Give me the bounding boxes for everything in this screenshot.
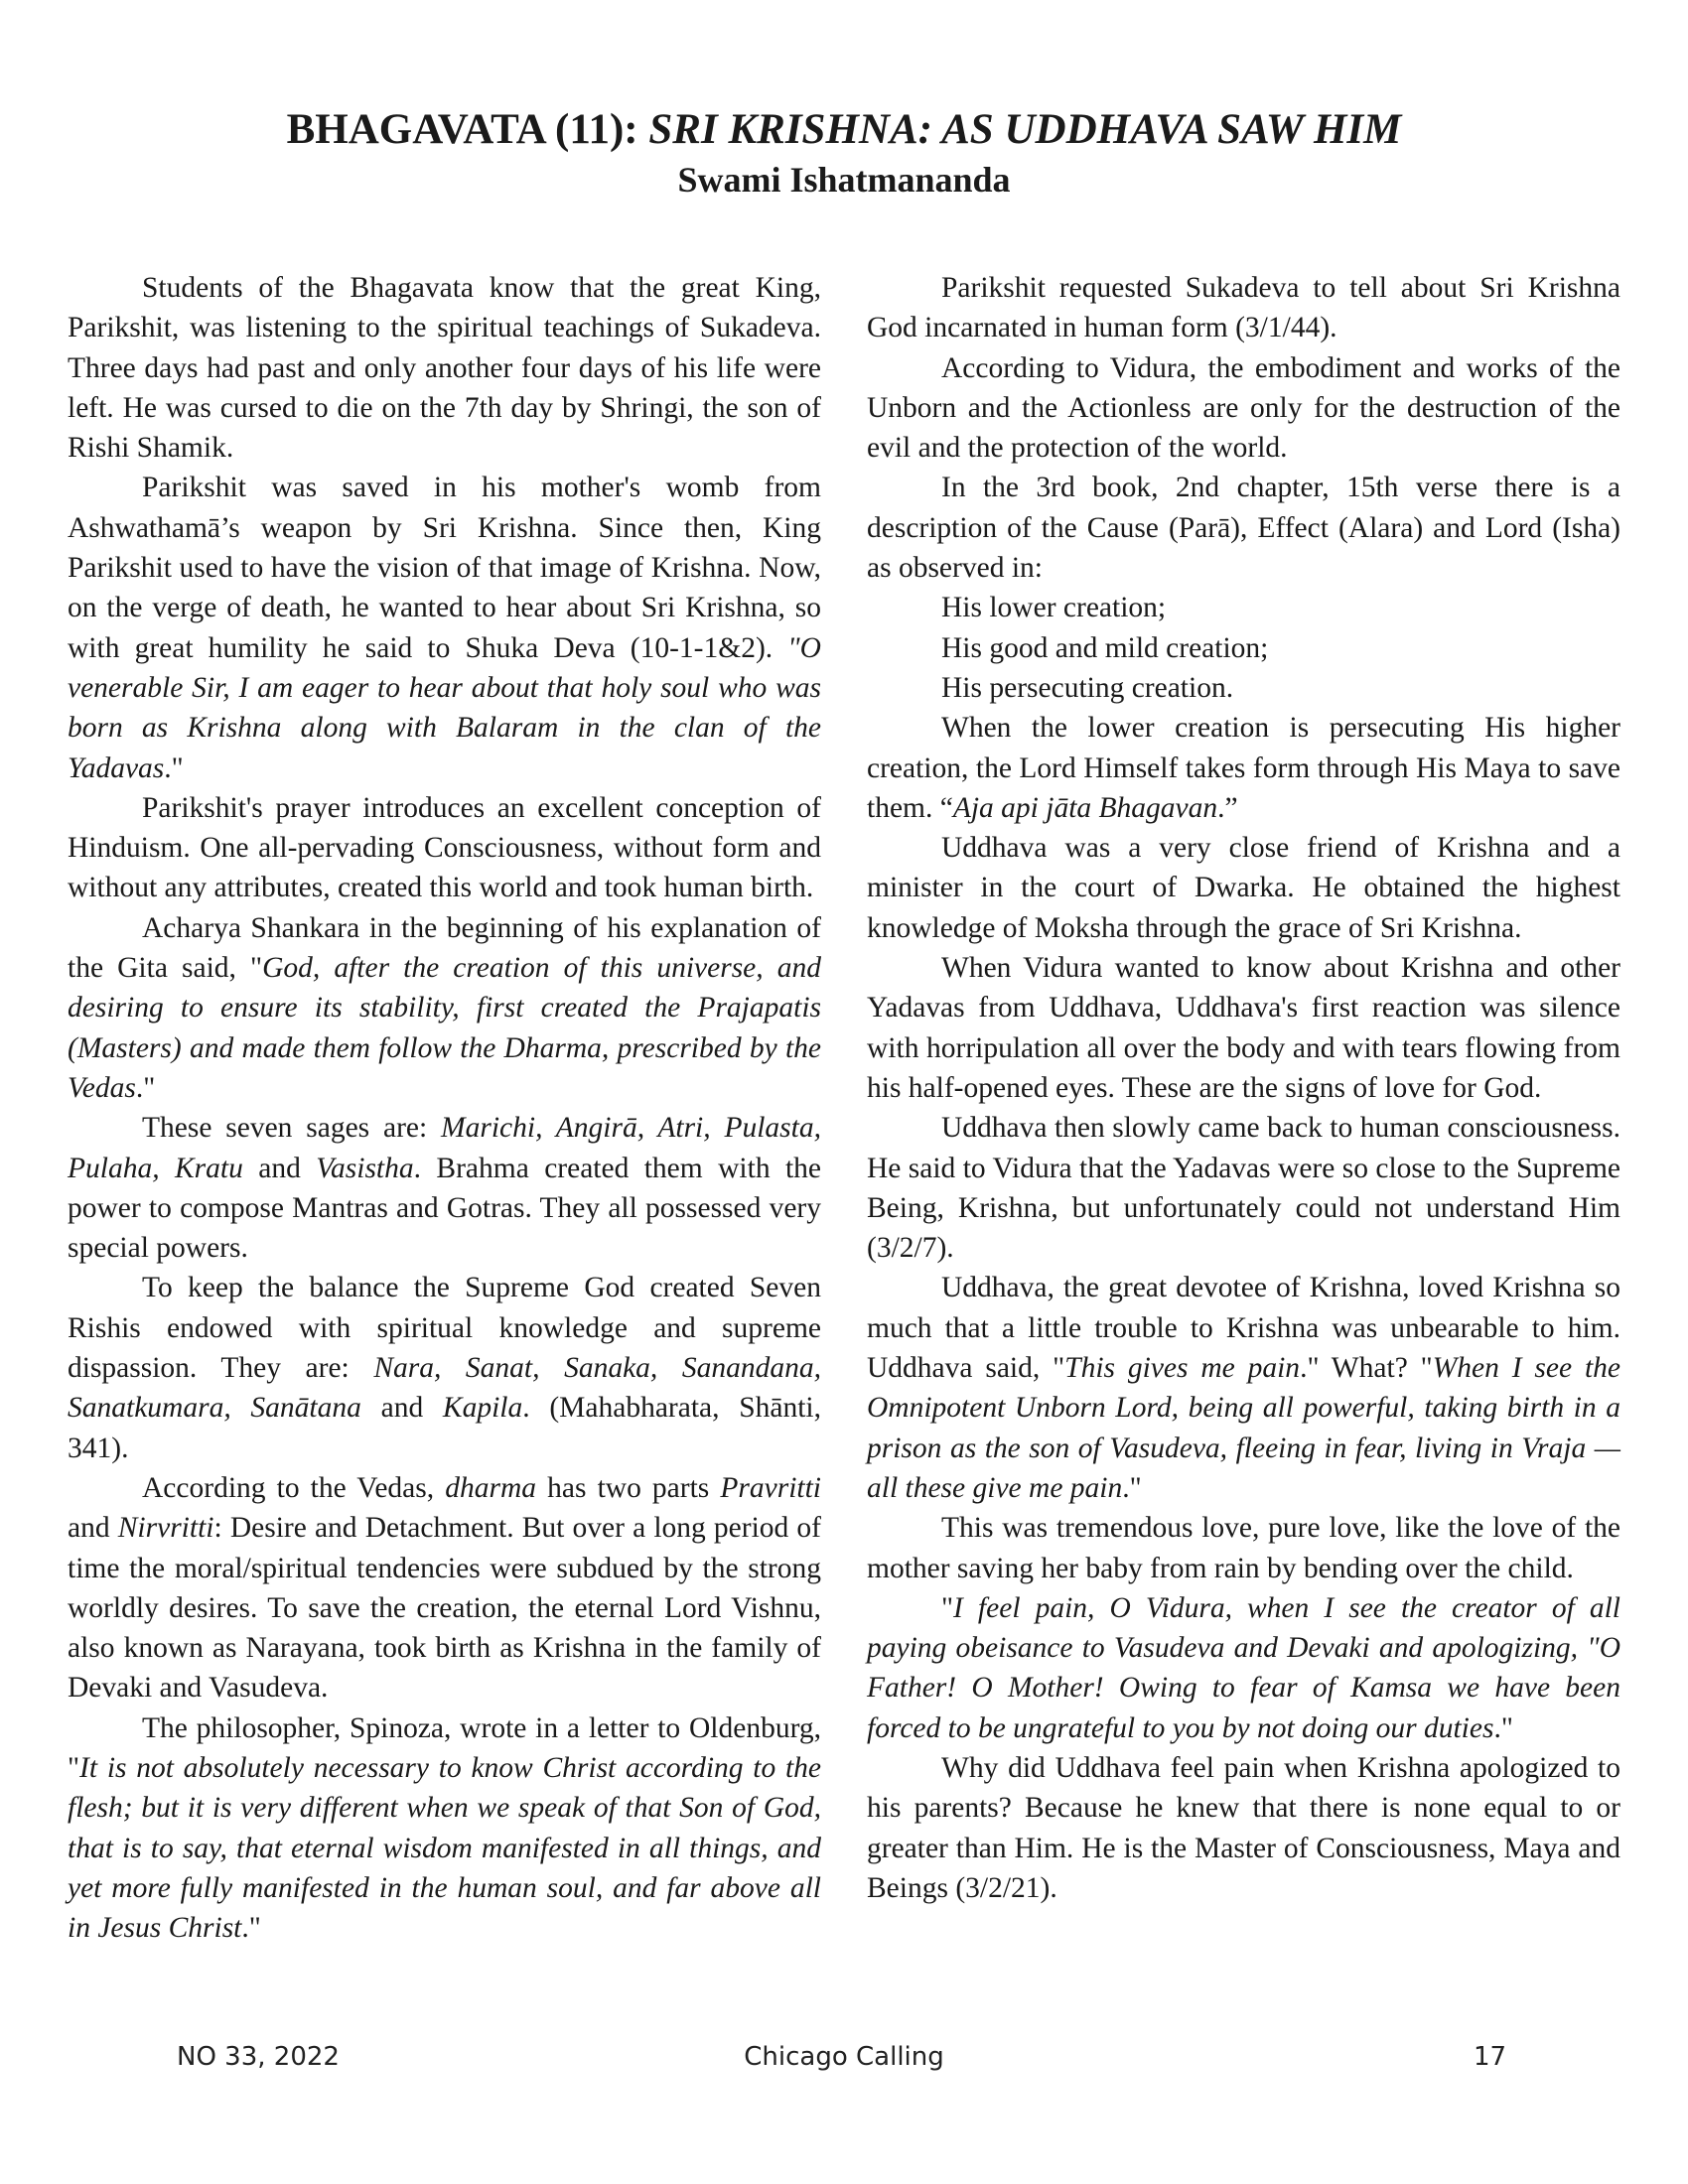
line-good-creation [867,628,1620,668]
body-text: Parikshit's prayer introduces an excellent conception of Hinduism. One all-pervading Consciousness, without form and without any attributes, created this world and took human birth. [68,791,821,904]
italic-text: When I see the Omnipotent Unborn Lord, being all powerful, taking birth in a prison as the son of Vasudeva, fleeing in fear, living in Vraja — all these give me pain [867,1352,1620,1504]
title-subject: SRI KRISHNA: AS UDDHAVA SAW HIM [648,106,1402,153]
paragraph-seven-rishis [68,1268,821,1467]
body-text: This was tremendous love, pure love, like the love of the mother saving her baby from rain by bending over the child. [867,1512,1620,1584]
paragraph-tremendous-love [867,1508,1620,1588]
body-text: ." [1493,1711,1513,1744]
paragraph-vidura-wanted [867,948,1620,1108]
body-text: . (Mahabharata, Shānti, 341). [68,1392,822,1464]
body-text: Uddhava was a very close friend of Krishna and a minister in the court of Dwarka. He obtained the highest knowledge of Moksha through the grace of Sri Krishna. [867,832,1620,944]
body-text: and [242,1152,317,1184]
italic-text: Aja api jāta Bhagavan [952,791,1218,824]
page-footer [0,2042,1688,2082]
body-text: has two parts [536,1471,721,1504]
paragraph-parikshit-listening [68,268,821,468]
body-text: In the 3rd book, 2nd chapter, 15th verse there is a description of the Cause (Parā), Effect (Alara) and Lord (Isha) as observed in: [867,472,1620,585]
paragraph-lower-persecuting [867,708,1620,828]
body-text: His lower creation; [941,592,1167,624]
body-text: Students of the Bhagavata know that the great King, Parikshit, was listening to the spiritual teachings of Sukadeva. Three days had past and only another four days of his life were left. He was cursed to die on the 7th day by Shringi, the son of Rishi Shamik. [68,272,821,465]
body-text: When Vidura wanted to know about Krishna and other Yadavas from Uddhava, Uddhava's first reaction was silence with horripulation all over the body and with tears flowing from his half-opened eyes. These are the signs of love for God. [867,952,1620,1104]
paragraph-third-book [867,468,1620,588]
paragraph-i-feel-pain [867,1588,1620,1748]
paragraph-uddhava-friend [867,828,1620,948]
footer-publication: Chicago Calling [744,2042,944,2072]
right-column [867,268,1620,1908]
article-header [0,103,1688,203]
body-text: Uddhava, the great devotee of Krishna, loved Krishna so much that a little trouble to Krishna was unbearable to him. Uddhava said, " [867,1272,1620,1385]
title-series: BHAGAVATA (11) [286,106,625,153]
italic-text: Nara, Sanat, Sanaka, Sanandana, Sanatkumara, Sanātana [68,1352,822,1425]
paragraph-parikshits-prayer [68,788,821,908]
italic-text: Nirvritti [117,1512,214,1545]
body-text: and [68,1512,118,1545]
body-text: To keep the balance the Supreme God created Seven Rishis endowed with spiritual knowledge and supreme dispassion. They are: [68,1272,821,1385]
body-text: Uddhava then slowly came back to human consciousness. He said to Vidura that the Yadavas were so close to the Supreme Being, Krishna, but unfortunately could not understand Him (3/2/7). [867,1112,1620,1265]
italic-text: Pravritti [720,1471,821,1504]
body-text: : Desire and Detachment. But over a long period of time the moral/spiritual tendencies were subdued by the strong worldly desires. To save the creation, the eternal Lord Vishnu, also known as Narayana, took birth as Krishna in the family of Devaki and Vasudeva. [68,1512,821,1705]
body-text: When the lower creation is persecuting His higher creation, the Lord Himself takes form through His Maya to save them. “ [867,712,1620,824]
body-text: ." [135,1071,156,1104]
paragraph-uddhava-came-back [867,1108,1620,1268]
line-persecuting-creation [867,668,1620,708]
footer-page-number: 17 [1474,2042,1507,2072]
paragraph-dharma-two-parts [68,1468,821,1708]
italic-text: dharma [445,1471,537,1504]
italic-text: I feel pain, O Vidura, when I see the creator of all paying obeisance to Vasudeva and Devaki and apologizing, "O Father! O Mother! Owing to fear of Kamsa we have been forced to be ungrateful to you by not doing our duties [867,1591,1620,1744]
italic-text: God, after the creation of this universe, and desiring to ensure its stability, first created the Prajapatis (Masters) and made them follow the Dharma, prescribed by the Vedas [68,952,821,1104]
paragraph-parikshit-requested [867,268,1620,348]
body-text: According to the Vedas, [142,1471,446,1504]
paragraph-great-devotee [867,1268,1620,1508]
body-text: These seven sages are: [142,1112,442,1145]
paragraph-according-to-vidura [867,348,1620,469]
italic-text: This gives me pain [1064,1352,1301,1385]
body-text: ." [241,1912,261,1945]
paragraph-saved-in-womb [68,468,821,787]
paragraph-acharya-shankara [68,908,821,1108]
body-text: Why did Uddhava feel pain when Krishna apologized to his parents? Because he knew that there is none equal to or greater than Him. He is the Master of Consciousness, Maya and Beings (3/2/21). [867,1751,1620,1904]
line-lower-creation [867,588,1620,627]
body-text: . Brahma created them with the power to compose Mantras and Gotras. They all possessed very special powers. [68,1152,822,1265]
body-text: Parikshit was saved in his mother's womb from Ashwathamā’s weapon by Sri Krishna. Since then, King Parikshit used to have the vision of that image of Krishna. Now, on the verge of death, he wanted to hear about Sri Krishna, so with great humility he said to Shuka Deva (10-1-1&2). [68,472,821,664]
italic-text: "O venerable Sir, I am eager to hear about that holy soul who was born as Krishna along with Balaram in the clan of the Yadavas [68,631,821,784]
paragraph-why-pain [867,1748,1620,1908]
italic-text: Vasistha [316,1152,414,1184]
body-text: Acharya Shankara in the beginning of his explanation of the Gita said, " [68,911,821,985]
body-text: ." What? " [1300,1352,1433,1385]
footer-issue: NO 33, 2022 [177,2042,340,2072]
body-text: .” [1217,791,1238,824]
body-text: His good and mild creation; [941,631,1269,664]
body-text: " [941,1591,954,1624]
paragraph-spinoza [68,1708,821,1949]
body-text: ." [1122,1471,1142,1504]
body-text: Parikshit requested Sukadeva to tell about Sri Krishna God incarnated in human form (3/1/44). [867,272,1620,344]
body-text: ." [164,751,184,784]
body-text: According to Vidura, the embodiment and works of the Unborn and the Actionless are only for the destruction of the evil and the protection of the world. [867,351,1620,465]
paragraph-seven-sages [68,1108,821,1268]
italic-text: Kapila [442,1392,523,1425]
title-separator: : [624,106,649,153]
italic-text: It is not absolutely necessary to know Christ according to the flesh; but it is very different when we speak of that Son of God, that is to say, that eternal wisdom manifested in all things, and yet more fully manifested in the human soul, and far above all in Jesus Christ [68,1751,821,1945]
article-title [0,103,1688,157]
body-text: His persecuting creation. [941,671,1234,704]
body-text: The philosopher, Spinoza, wrote in a letter to Oldenburg, " [68,1711,821,1784]
italic-text: Marichi, Angirā, Atri, Pulasta, Pulaha, Kratu [68,1112,821,1184]
article-author: Swami Ishatmananda [677,160,1011,200]
body-text: and [360,1392,443,1425]
left-column [68,268,821,1948]
